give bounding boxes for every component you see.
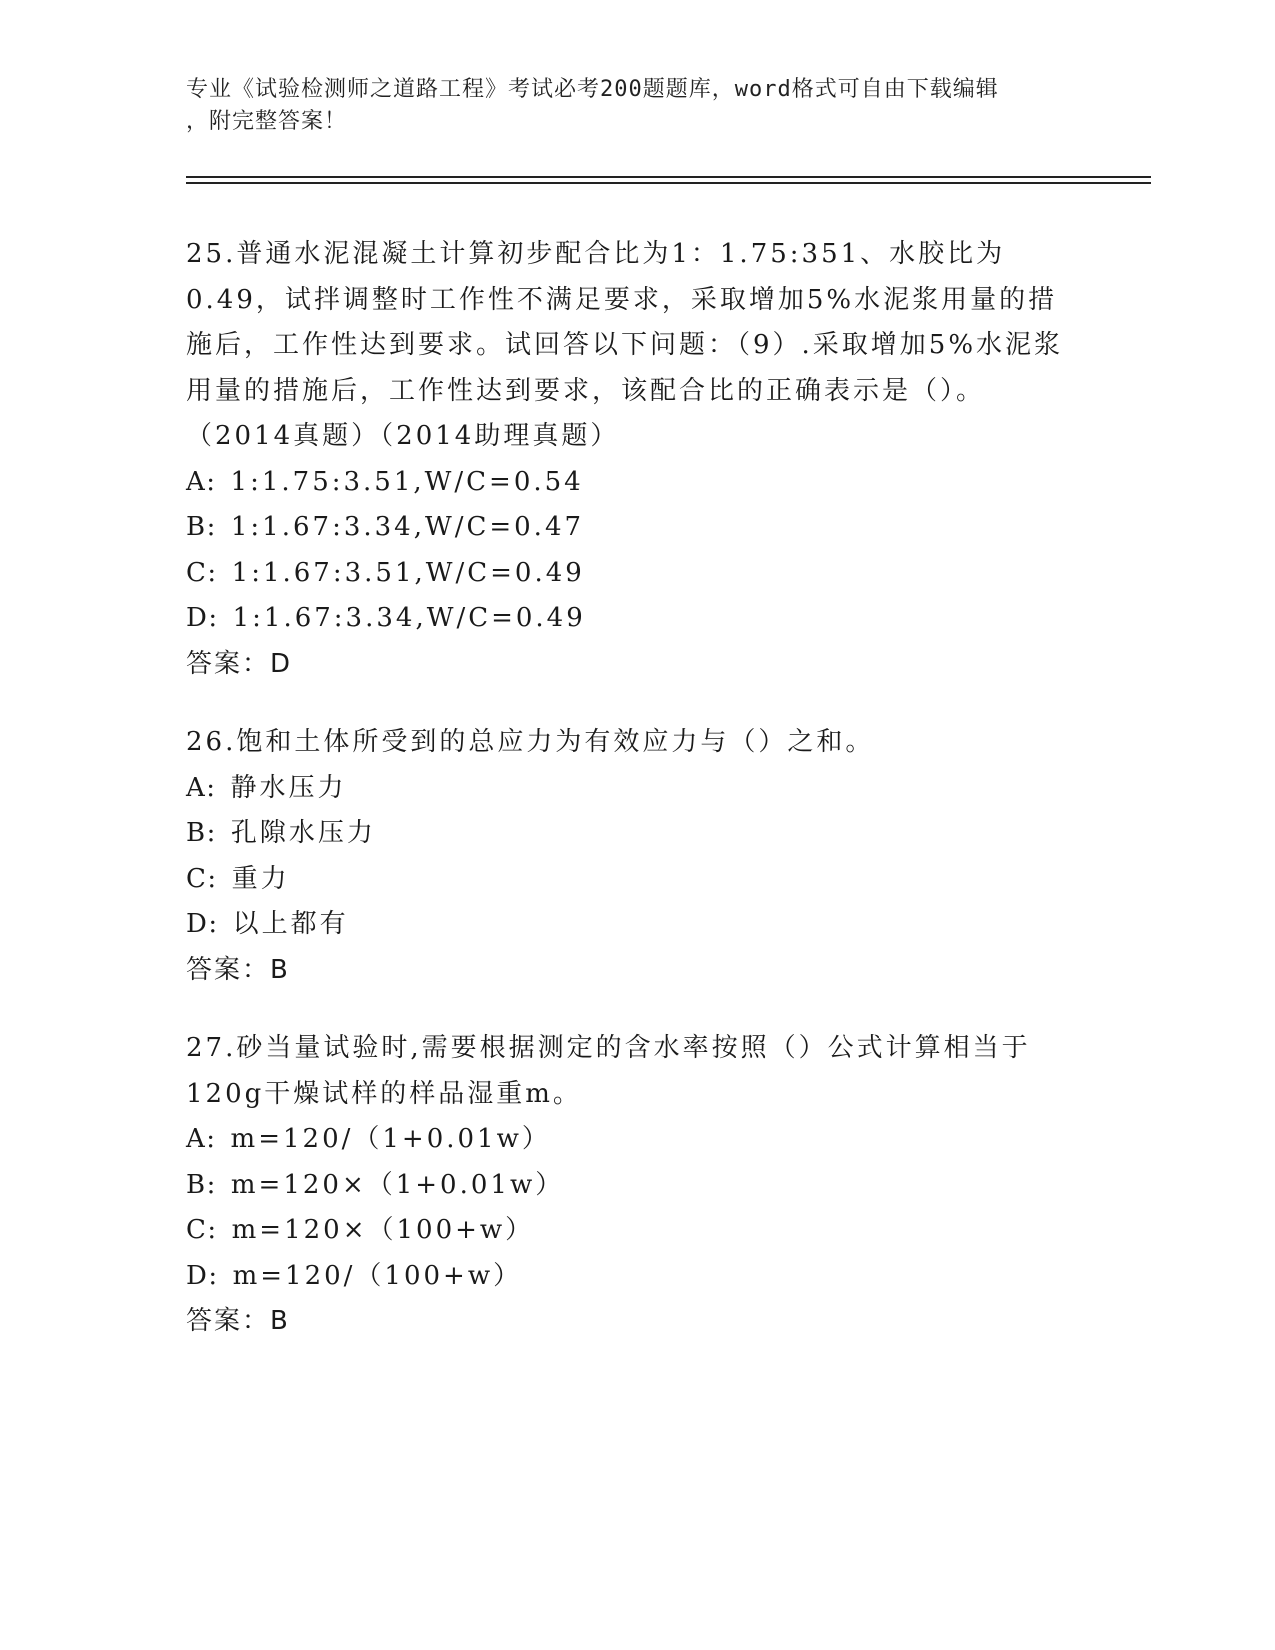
answer-label: 答案：B: [186, 1306, 290, 1336]
option-d: [186, 1254, 1076, 1300]
option-c: [186, 1208, 1076, 1254]
option-d: [186, 902, 1076, 948]
option-c: [186, 857, 1076, 903]
option-text: 重力: [231, 863, 290, 894]
option-a: [186, 460, 1076, 506]
option-letter: C:: [186, 863, 218, 894]
option-text: 1:1.75:3.51,W/C=0.54: [230, 466, 584, 497]
option-letter: B:: [186, 818, 217, 848]
option-letter: C:: [186, 1215, 218, 1245]
option-text: 1:1.67:3.34,W/C=0.49: [232, 603, 586, 633]
header-divider-top: [186, 176, 1151, 178]
option-d: [186, 596, 1076, 642]
option-text: 1:1.67:3.51,W/C=0.49: [231, 557, 585, 588]
option-b: [186, 505, 1076, 551]
answer-label: 答案：D: [186, 648, 293, 679]
question-stem: 27.砂当量试验时,需要根据测定的含水率按照（）公式计算相当于120g干燥试样的样品湿重m。: [186, 1033, 1031, 1109]
option-letter: B:: [186, 1169, 217, 1200]
option-text: m=120/（1+0.01w）: [230, 1124, 551, 1154]
option-text: 1:1.67:3.34,W/C=0.47: [230, 512, 585, 542]
option-letter: A:: [186, 1124, 217, 1154]
header-line-2: ，附完整答案！: [186, 109, 348, 134]
option-c: [186, 551, 1076, 597]
option-text: m=120×（1+0.01w）: [230, 1169, 565, 1200]
answer-label: 答案：B: [186, 954, 290, 985]
document-header: [186, 74, 1086, 138]
question-25: [186, 232, 1076, 687]
option-letter: A:: [186, 466, 217, 497]
header-line-1: 专业《试验检测师之道路工程》考试必考200题题库，word格式可自由下载编辑: [186, 77, 999, 102]
question-stem: 25.普通水泥混凝土计算初步配合比为1：1.75:351、水胶比为0.49，试拌调整时工作性不满足要求，采取增加5%水泥浆用量的措施后，工作性达到要求。试回答以下问题：（9）.采取增加5%水泥浆用量的措施后，工作性达到要求，该配合比的正确表示是（）。（2014真题）（2014助理真题）: [186, 239, 1064, 451]
option-a: [186, 1117, 1076, 1163]
option-letter: D:: [186, 1260, 219, 1291]
question-stem: 26.饱和土体所受到的总应力为有效应力与（）之和。: [186, 727, 875, 757]
option-b: [186, 1163, 1076, 1209]
question-26: [186, 720, 1076, 993]
option-text: 静水压力: [230, 772, 347, 803]
option-b: [186, 811, 1076, 857]
option-text: 以上都有: [232, 909, 349, 939]
question-27: [186, 1026, 1076, 1345]
option-letter: D:: [186, 603, 219, 633]
option-text: m=120×（100+w）: [231, 1215, 535, 1245]
option-letter: D:: [186, 909, 219, 939]
option-text: m=120/（100+w）: [232, 1260, 523, 1291]
option-letter: B:: [186, 512, 217, 542]
question-list: [186, 232, 1076, 1378]
option-text: 孔隙水压力: [230, 818, 376, 848]
option-a: [186, 766, 1076, 812]
option-letter: A:: [186, 772, 217, 803]
header-divider-bottom: [186, 182, 1151, 184]
option-letter: C:: [186, 557, 218, 588]
